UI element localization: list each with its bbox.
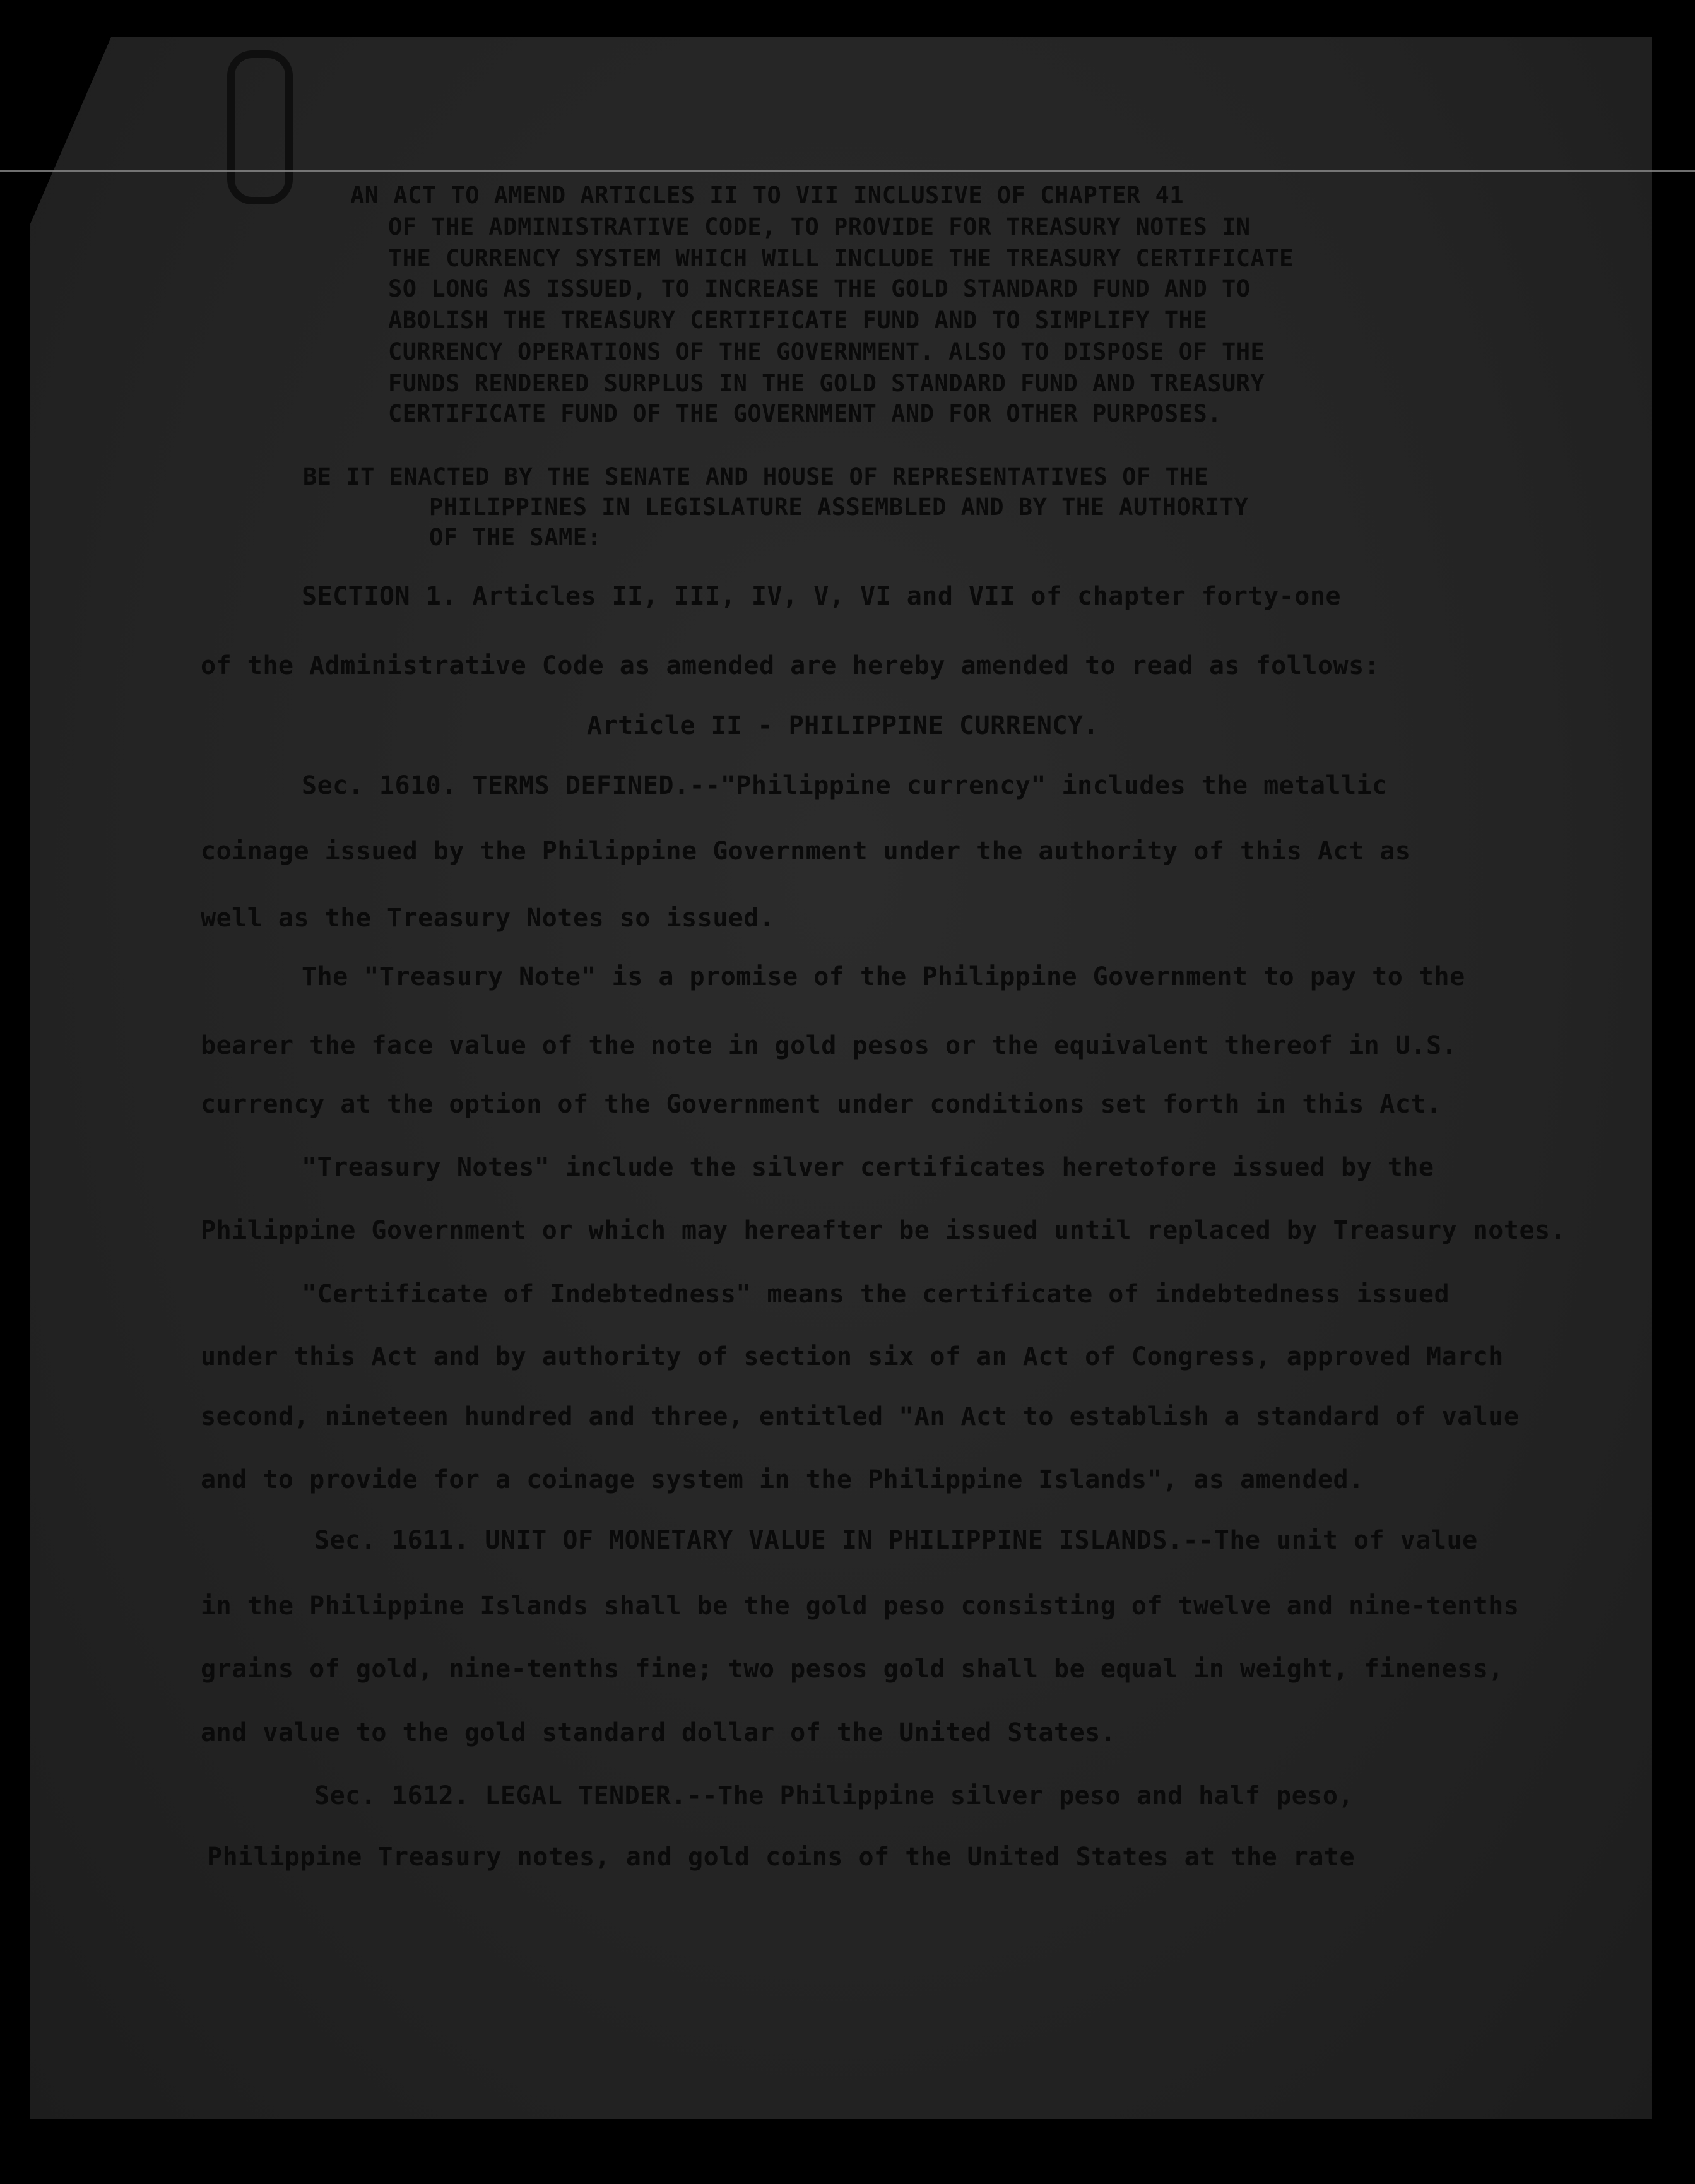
body-line: SECTION 1. Articles II, III, IV, V, VI and VII of chapter forty-one (302, 582, 1341, 611)
body-line: Philippine Government or which may hereafter be issued until replaced by Treasury notes. (201, 1216, 1566, 1245)
title-line: SO LONG AS ISSUED, TO INCREASE THE GOLD STANDARD FUND AND TO (388, 275, 1251, 302)
body-line: currency at the option of the Government under conditions set forth in this Act. (201, 1090, 1442, 1119)
enacting-line: PHILIPPINES IN LEGISLATURE ASSEMBLED AND BY THE AUTHORITY (429, 493, 1249, 521)
body-line: under this Act and by authority of section six of an Act of Congress, approved March (201, 1342, 1504, 1371)
title-line: ABOLISH THE TREASURY CERTIFICATE FUND AND TO SIMPLIFY THE (388, 307, 1208, 334)
body-line: "Certificate of Indebtedness" means the certificate of indebtedness issued (302, 1280, 1450, 1309)
body-line: of the Administrative Code as amended are hereby amended to read as follows: (201, 651, 1380, 680)
title-line: OF THE ADMINISTRATIVE CODE, TO PROVIDE FOR TREASURY NOTES IN (388, 213, 1251, 240)
body-line: and value to the gold standard dollar of the United States. (201, 1718, 1116, 1747)
body-line: Sec. 1611. UNIT OF MONETARY VALUE IN PHILIPPINE ISLANDS.--The unit of value (314, 1526, 1478, 1555)
title-line: CURRENCY OPERATIONS OF THE GOVERNMENT. ALSO TO DISPOSE OF THE (388, 338, 1265, 365)
article-heading: Article II - PHILIPPINE CURRENCY. (587, 711, 1099, 740)
body-line: The "Treasury Note" is a promise of the Philippine Government to pay to the (302, 962, 1465, 991)
body-line: coinage issued by the Philippine Government under the authority of this Act as (201, 837, 1411, 866)
body-line: second, nineteen hundred and three, entitled "An Act to establish a standard of value (201, 1402, 1520, 1431)
title-line: THE CURRENCY SYSTEM WHICH WILL INCLUDE THE TREASURY CERTIFICATE (388, 245, 1294, 272)
body-line: and to provide for a coinage system in the Philippine Islands", as amended. (201, 1465, 1364, 1494)
body-line: well as the Treasury Notes so issued. (201, 904, 775, 933)
body-line: in the Philippine Islands shall be the gold peso consisting of twelve and nine-tenths (201, 1591, 1520, 1620)
body-line: Sec. 1610. TERMS DEFINED.--"Philippine currency" includes the metallic (302, 771, 1388, 800)
body-line: Philippine Treasury notes, and gold coins of the United States at the rate (207, 1843, 1355, 1872)
title-line: FUNDS RENDERED SURPLUS IN THE GOLD STANDARD FUND AND TREASURY (388, 370, 1265, 397)
body-line: Sec. 1612. LEGAL TENDER.--The Philippine silver peso and half peso, (314, 1781, 1354, 1810)
title-line: CERTIFICATE FUND OF THE GOVERNMENT AND FOR OTHER PURPOSES. (388, 400, 1222, 427)
enacting-line: BE IT ENACTED BY THE SENATE AND HOUSE OF REPRESENTATIVES OF THE (303, 463, 1208, 490)
enacting-line: OF THE SAME: (429, 524, 602, 551)
body-line: bearer the face value of the note in gold pesos or the equivalent thereof in U.S. (201, 1031, 1458, 1060)
body-line: "Treasury Notes" include the silver certificates heretofore issued by the (302, 1153, 1434, 1182)
title-line: AN ACT TO AMEND ARTICLES II TO VII INCLUSIVE OF CHAPTER 41 (350, 182, 1184, 209)
body-line: grains of gold, nine-tenths fine; two pesos gold shall be equal in weight, fineness, (201, 1655, 1504, 1684)
